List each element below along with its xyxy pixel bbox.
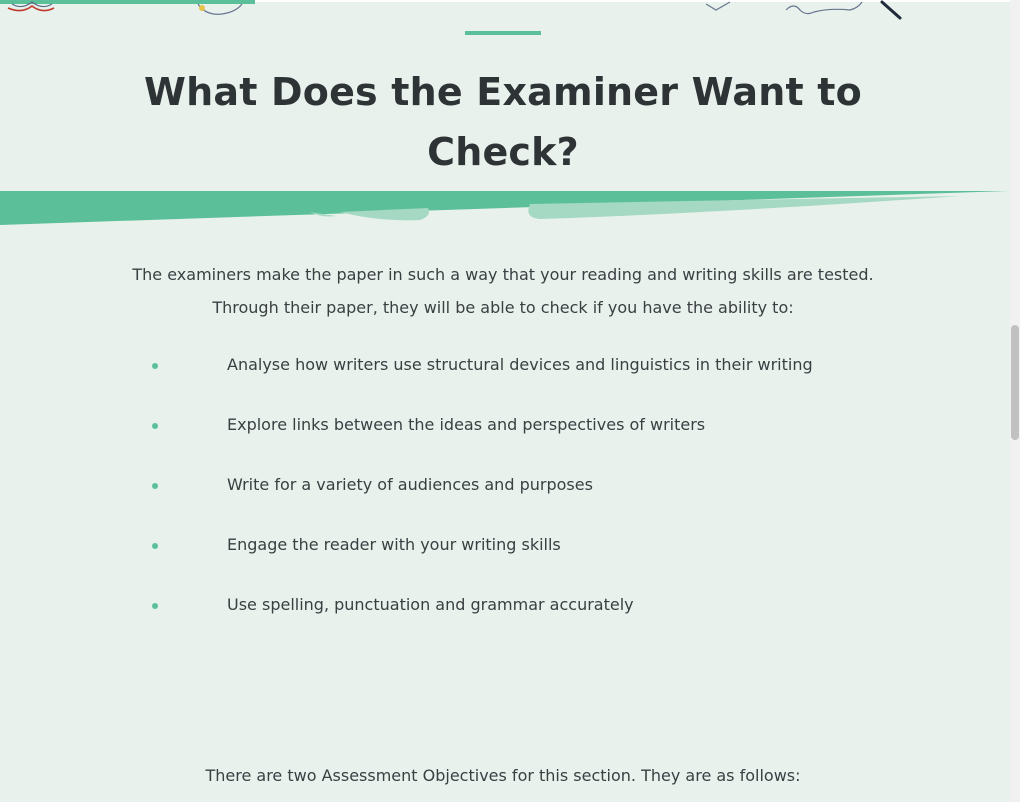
scrollbar-track[interactable] <box>1010 0 1020 802</box>
magnifier-doodle-icon <box>882 2 900 18</box>
scrollbar-thumb[interactable] <box>1011 325 1019 440</box>
bullet-icon <box>152 543 158 549</box>
page-title: What Does the Examiner Want to Check? <box>144 70 862 174</box>
intro-line-2: Through their paper, they will be able to check if you have the ability to: <box>212 298 794 317</box>
leaf-doodle-icon <box>198 4 242 14</box>
bullet-icon <box>152 483 158 489</box>
objectives-intro: There are two Assessment Objectives for this section. They are as follows: <box>205 766 801 785</box>
list-item-text: Engage the reader with your writing skills <box>227 535 561 554</box>
section-divider-wave <box>0 188 1020 230</box>
list-item-text: Use spelling, punctuation and grammar accurately <box>227 595 634 614</box>
list-item-text: Explore links between the ideas and perspectives of writers <box>227 415 706 434</box>
list-item <box>0 515 1020 575</box>
bullet-icon <box>152 603 158 609</box>
list-item-text: Write for a variety of audiences and purposes <box>227 475 593 494</box>
reading-progress-bar <box>0 0 255 4</box>
list-item <box>0 455 1020 515</box>
header-doodles <box>0 0 1020 30</box>
list-item <box>0 575 1020 635</box>
list-item-text: Analyse how writers use structural devices and linguistics in their writing <box>227 355 813 374</box>
list-item <box>0 395 1020 455</box>
abilities-list <box>0 335 1020 635</box>
pen-doodle-icon <box>706 2 862 14</box>
bullet-icon <box>152 423 158 429</box>
intro-paragraph <box>120 258 886 324</box>
intro-line-1: The examiners make the paper in such a way that your reading and writing skills are tested. <box>132 265 874 284</box>
list-item <box>0 335 1020 395</box>
bullet-icon <box>152 363 158 369</box>
title-accent-line <box>465 31 541 35</box>
